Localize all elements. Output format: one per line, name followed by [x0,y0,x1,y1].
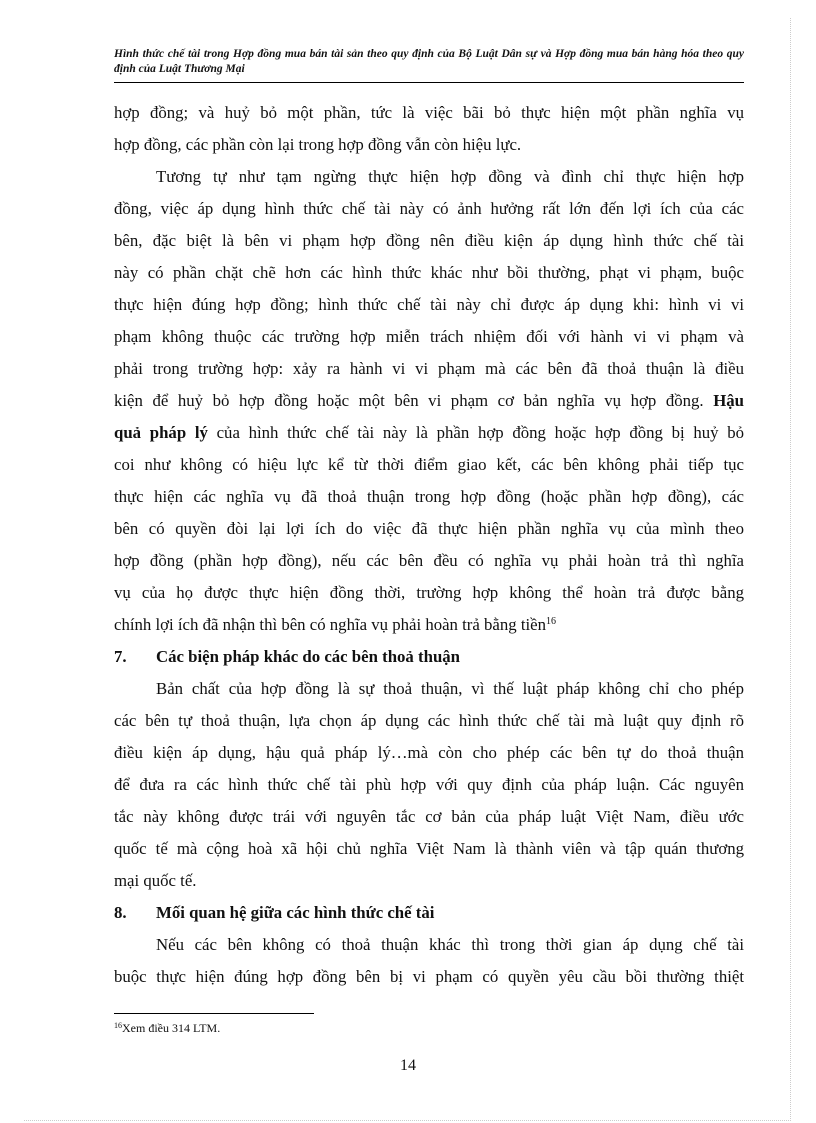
text-line: hợp đồng; và huỷ bỏ một phần, tức là việc bãi bỏ thực hiện một phần nghĩa vụ [114,103,744,122]
text-line: vụ của họ được thực hiện đồng thời, trường hợp không thể hoàn trả được bằng [114,583,744,602]
paragraph [114,929,744,993]
text-line: quốc tế mà cộng hoà xã hội chủ nghĩa Việt Nam là thành viên và tập quán thương [114,839,744,858]
text-line: thực hiện các nghĩa vụ đã thoả thuận trong hợp đồng (hoặc phần hợp đồng), các [114,487,744,506]
text-line: coi như không có hiệu lực kể từ thời điểm giao kết, các bên không phải tiếp tục [114,455,744,474]
document-body [114,97,744,993]
paragraph [114,673,744,897]
header-divider [114,82,744,83]
running-header [114,47,744,77]
text-line: các bên tự thoả thuận, lựa chọn áp dụng các hình thức chế tài mà luật quy định rõ [114,711,744,730]
text-line: hợp đồng, các phần còn lại trong hợp đồng vẫn còn hiệu lực. [114,135,522,154]
section-number: 7. [114,647,127,666]
text-run: của hình thức chế tài này là phần hợp đồng hoặc hợp đồng bị huỷ bỏ [216,423,744,442]
text-line: này có phần chặt chẽ hơn các hình thức khác như bồi thường, phạt vi phạm, buộc [114,263,744,282]
section-title: Các biện pháp khác do các bên thoả thuận [156,647,460,666]
paragraph [114,161,744,641]
page-number: 14 [400,1057,416,1074]
text-line [114,609,744,641]
footnote-reference[interactable]: 16 [546,616,557,627]
text-line: tắc này không được trái với nguyên tắc cơ bản của pháp luật Việt Nam, điều ước [114,807,744,826]
text-line: phạm không thuộc các trường hợp miễn trách nhiệm đối với hành vi vi phạm và [114,327,744,346]
text-line: hợp đồng (phần hợp đồng), nếu các bên đều có nghĩa vụ phải hoàn trả thì nghĩa [114,551,744,570]
text-run: kiện để huỷ bỏ hợp đồng hoặc một bên vi phạm cơ bản nghĩa vụ hợp đồng. [114,391,704,410]
paragraph [114,97,744,161]
text-line: để đưa ra các hình thức chế tài phù hợp với quy định của pháp luận. Các nguyên [114,775,744,794]
text-line [114,417,744,449]
text-line: bên, đặc biệt là bên vi phạm hợp đồng nên điều kiện áp dụng hình thức chế tài [114,231,744,250]
section-heading-8 [114,897,744,929]
text-line [114,385,744,417]
bold-term: quả pháp lý [114,423,208,442]
text-line: đồng, việc áp dụng hình thức chế tài này có ảnh hưởng rất lớn đến lợi ích của các [114,199,744,218]
text-line: phải trong trường hợp: xảy ra hành vi vi phạm mà các bên đã thoả thuận là điều [114,359,744,378]
section-title: Mối quan hệ giữa các hình thức chế tài [156,903,435,922]
text-run: chính lợi ích đã nhận thì bên có nghĩa vụ phải hoàn trả bằng tiền [114,615,547,634]
footnote-number: 16 [114,1021,122,1030]
text-line: điều kiện áp dụng, hậu quả pháp lý…mà còn cho phép các bên tự do thoả thuận [114,743,744,762]
text-line: Bản chất của hợp đồng là sự thoả thuận, vì thế luật pháp không chỉ cho phép [156,679,744,698]
section-heading-7 [114,641,744,673]
bold-term: Hậu [713,391,745,410]
text-line: Nếu các bên không có thoả thuận khác thì trong thời gian áp dụng chế tài [156,935,744,954]
text-line: thực hiện đúng hợp đồng; hình thức chế tài này chỉ được áp dụng khi: hình vi vi [114,295,744,314]
text-line: buộc thực hiện đúng hợp đồng bên bị vi phạm có quyền yêu cầu bồi thường thiệt [114,967,744,986]
text-line: bên có quyền đòi lại lợi ích do việc đã thực hiện phần nghĩa vụ của mình theo [114,519,744,538]
running-header-text: Hình thức chế tài trong Hợp đồng mua bán tài sản theo quy định của Bộ Luật Dân sự và Hợp đồng mua bán hàng hóa theo quy định của Luật Thương Mại [114,48,744,75]
footnote-divider [114,1013,314,1014]
text-line: mại quốc tế. [114,871,197,890]
text-line: Tương tự như tạm ngừng thực hiện hợp đồng và đình chỉ thực hiện hợp [156,167,744,186]
footnote [114,1020,220,1036]
section-number: 8. [114,903,127,922]
footnote-text: Xem điều 314 LTM. [122,1021,221,1035]
